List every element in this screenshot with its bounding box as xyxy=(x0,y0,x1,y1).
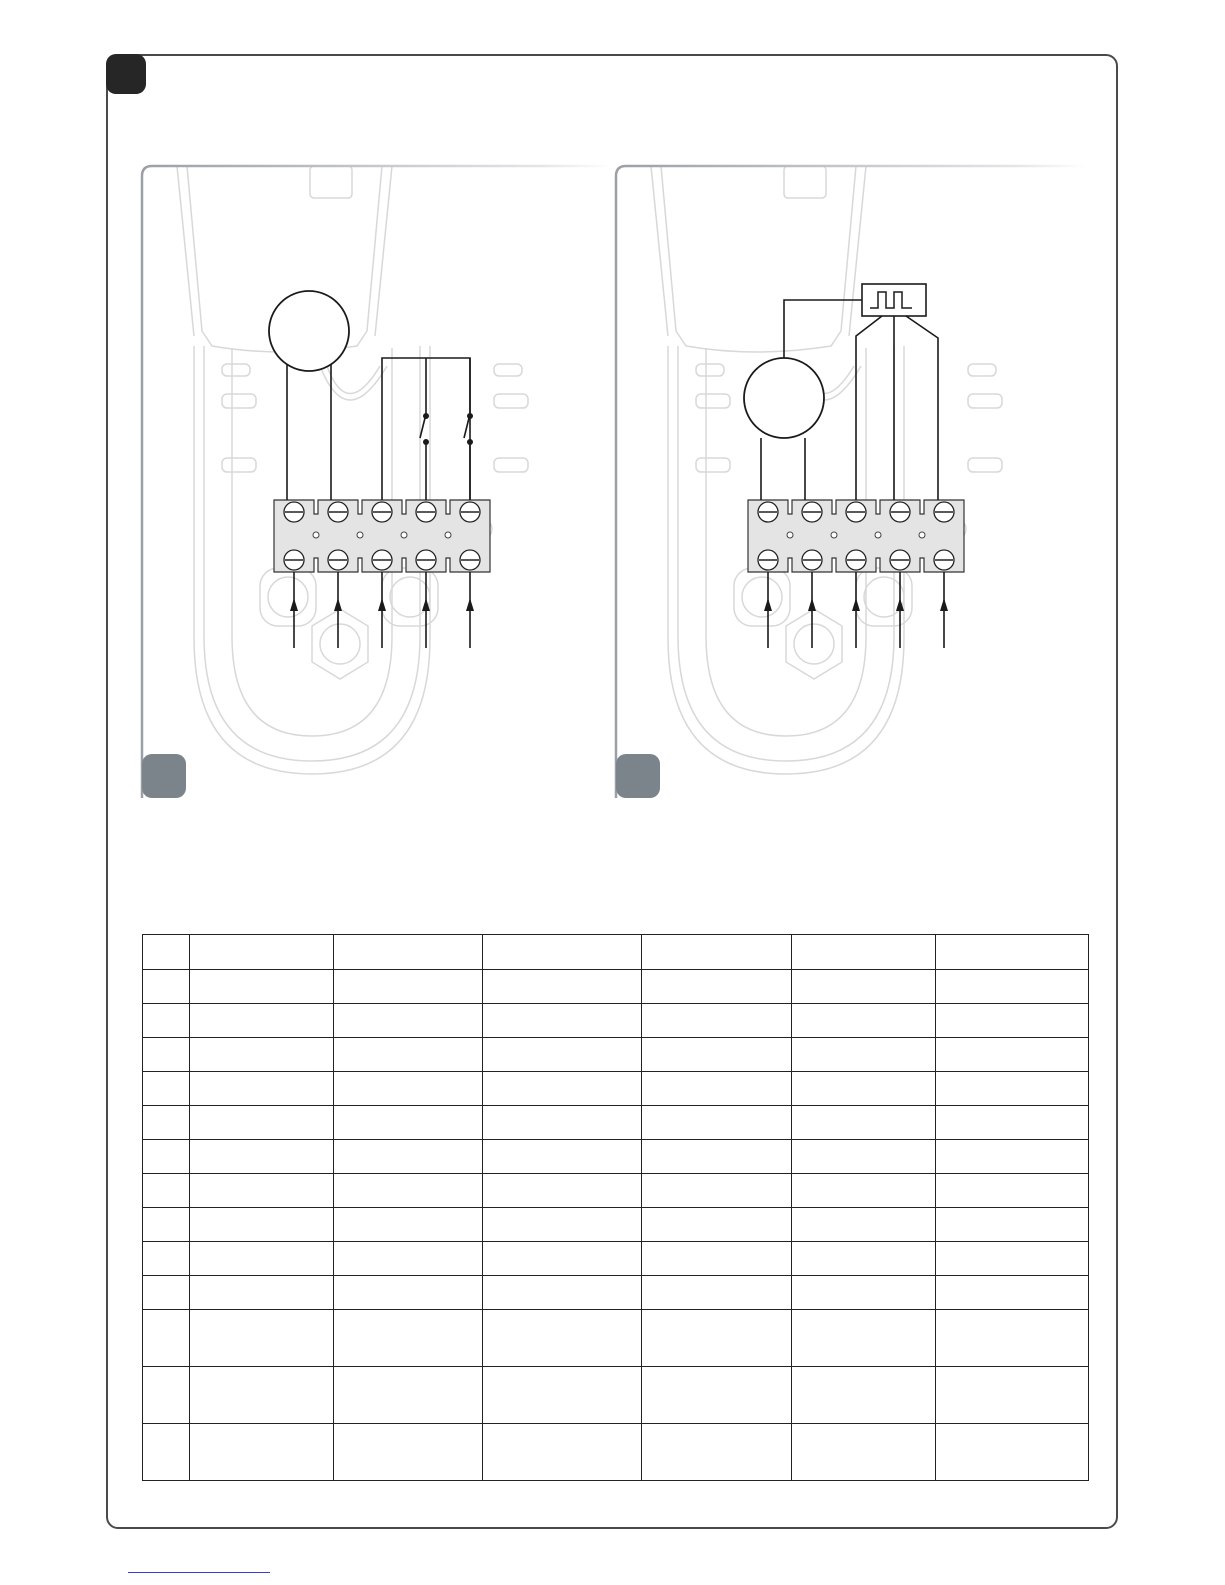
table-cell xyxy=(143,1367,190,1424)
table-cell xyxy=(143,1140,190,1174)
table-cell xyxy=(483,970,642,1004)
table-cell xyxy=(936,1424,1089,1481)
table-cell xyxy=(190,1276,334,1310)
table-row xyxy=(143,1174,1089,1208)
table-cell xyxy=(334,970,483,1004)
table-cell xyxy=(190,1106,334,1140)
table-cell xyxy=(936,1208,1089,1242)
table-cell xyxy=(483,1208,642,1242)
table-cell xyxy=(642,1072,792,1106)
table-cell xyxy=(190,1004,334,1038)
table-cell xyxy=(483,1174,642,1208)
table-cell xyxy=(334,1208,483,1242)
table-cell xyxy=(190,1424,334,1481)
table-cell xyxy=(334,1276,483,1310)
table-cell xyxy=(190,1140,334,1174)
table-cell xyxy=(190,1242,334,1276)
table-cell xyxy=(642,1208,792,1242)
table-cell xyxy=(143,1072,190,1106)
table-cell xyxy=(936,970,1089,1004)
table-row xyxy=(143,935,1089,970)
table-cell xyxy=(642,935,792,970)
table-cell xyxy=(792,1004,936,1038)
table-cell xyxy=(642,1004,792,1038)
table-cell xyxy=(936,1140,1089,1174)
table-row xyxy=(143,1310,1089,1367)
table-cell xyxy=(792,1072,936,1106)
table-cell xyxy=(143,1424,190,1481)
table-cell xyxy=(334,1004,483,1038)
table-cell xyxy=(792,1174,936,1208)
table-cell xyxy=(334,1242,483,1276)
table-cell xyxy=(143,1106,190,1140)
table-cell xyxy=(143,970,190,1004)
table-cell xyxy=(143,1208,190,1242)
table-cell xyxy=(483,935,642,970)
table-cell xyxy=(936,1367,1089,1424)
table-cell xyxy=(792,1424,936,1481)
table-cell xyxy=(483,1242,642,1276)
table-cell xyxy=(792,1208,936,1242)
table-cell xyxy=(936,1276,1089,1310)
table-cell xyxy=(143,935,190,970)
table-cell xyxy=(334,1174,483,1208)
table-cell xyxy=(936,1242,1089,1276)
table-cell xyxy=(143,1242,190,1276)
table-row xyxy=(143,1367,1089,1424)
table-cell xyxy=(143,1174,190,1208)
table-cell xyxy=(483,1106,642,1140)
table-cell xyxy=(334,1140,483,1174)
table-cell xyxy=(334,1038,483,1072)
table-cell xyxy=(642,1424,792,1481)
table-cell xyxy=(190,1208,334,1242)
table-cell xyxy=(642,1367,792,1424)
table-cell xyxy=(792,1310,936,1367)
table-cell xyxy=(143,1276,190,1310)
table-cell xyxy=(143,1310,190,1367)
table-cell xyxy=(936,1310,1089,1367)
table-row xyxy=(143,1038,1089,1072)
table-row xyxy=(143,1140,1089,1174)
table-cell xyxy=(190,1367,334,1424)
table-row xyxy=(143,970,1089,1004)
table-cell xyxy=(334,1072,483,1106)
table-cell xyxy=(642,1038,792,1072)
table-cell xyxy=(334,1106,483,1140)
table-cell xyxy=(334,1310,483,1367)
table-cell xyxy=(483,1276,642,1310)
panel-b xyxy=(616,166,1086,798)
table-cell xyxy=(642,1242,792,1276)
table-cell xyxy=(642,1140,792,1174)
table-cell xyxy=(936,1072,1089,1106)
table-cell xyxy=(936,1004,1089,1038)
table-cell xyxy=(334,1424,483,1481)
table-cell xyxy=(334,935,483,970)
table-cell xyxy=(642,1106,792,1140)
table-row xyxy=(143,1072,1089,1106)
table-cell xyxy=(483,1004,642,1038)
table-cell xyxy=(936,935,1089,970)
panel-a xyxy=(142,166,612,798)
specification-table xyxy=(142,934,1089,1481)
table-row xyxy=(143,1276,1089,1310)
table-cell xyxy=(792,1106,936,1140)
table-cell xyxy=(642,1174,792,1208)
table-cell xyxy=(190,935,334,970)
table-cell xyxy=(483,1310,642,1367)
table-cell xyxy=(483,1072,642,1106)
table-row xyxy=(143,1242,1089,1276)
table-cell xyxy=(792,1367,936,1424)
table-cell xyxy=(642,1276,792,1310)
table-cell xyxy=(936,1038,1089,1072)
table-row xyxy=(143,1424,1089,1481)
footer-link[interactable] xyxy=(128,1572,270,1573)
table-cell xyxy=(792,1038,936,1072)
table-cell xyxy=(143,1004,190,1038)
table-cell xyxy=(936,1174,1089,1208)
table-cell xyxy=(483,1038,642,1072)
table-cell xyxy=(483,1424,642,1481)
table-cell xyxy=(190,1174,334,1208)
table-cell xyxy=(483,1140,642,1174)
table-cell xyxy=(642,970,792,1004)
table-cell xyxy=(190,1072,334,1106)
table-cell xyxy=(792,1140,936,1174)
table-cell xyxy=(792,1242,936,1276)
table-cell xyxy=(190,1310,334,1367)
table-cell xyxy=(792,970,936,1004)
table-row xyxy=(143,1004,1089,1038)
table-cell xyxy=(190,1038,334,1072)
table-cell xyxy=(642,1310,792,1367)
table-cell xyxy=(143,1038,190,1072)
table-cell xyxy=(792,1276,936,1310)
table-cell xyxy=(483,1367,642,1424)
table-cell xyxy=(190,970,334,1004)
table-row xyxy=(143,1106,1089,1140)
table-cell xyxy=(936,1106,1089,1140)
table-row xyxy=(143,1208,1089,1242)
table-cell xyxy=(792,935,936,970)
table-cell xyxy=(334,1367,483,1424)
